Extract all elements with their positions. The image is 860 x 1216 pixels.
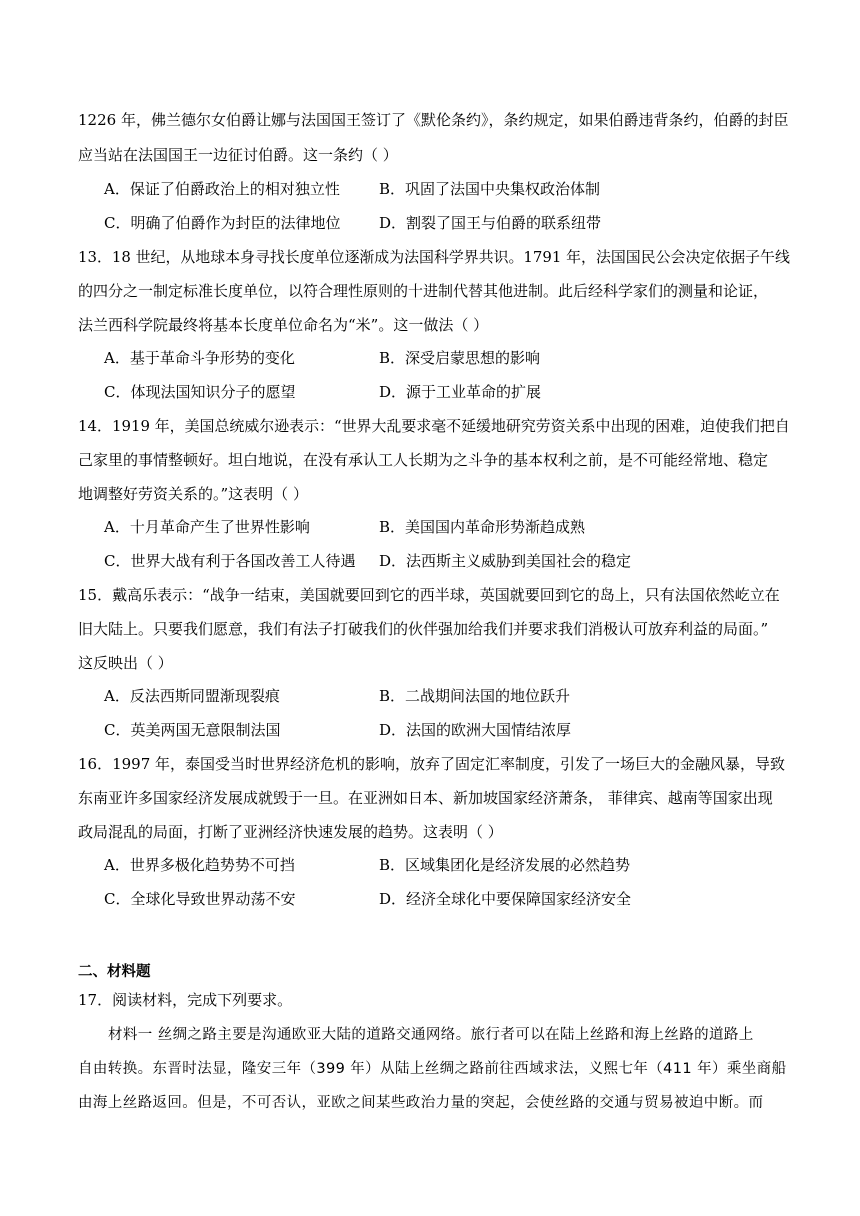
q17-prompt: 17．阅读材料，完成下列要求。 <box>78 991 293 1009</box>
q14-option-c: C．世界大战有利于各国改善工人待遇 <box>104 552 356 570</box>
q16-option-c: C．全球化导致世界动荡不安 <box>104 890 296 908</box>
q15-stem-line-3: 这反映出（ ） <box>78 654 173 672</box>
q15-stem-line-1: 15．戴高乐表示：“战争一结束，美国就要回到它的西半球，英国就要回到它的岛上，只有法国依然屹立在 <box>78 586 780 604</box>
q12-stem-line-2: 应当站在法国国王一边征讨伯爵。这一条约（ ） <box>78 146 398 164</box>
q12-stem-line-1: 1226 年，佛兰德尔女伯爵让娜与法国国王签订了《默伦条约》，条约规定，如果伯爵违背条约，伯爵的封臣 <box>78 111 789 129</box>
q14-option-d: D．法西斯主义威胁到美国社会的稳定 <box>379 552 632 570</box>
q13-option-d: D．源于工业革命的扩展 <box>379 383 542 401</box>
q13-option-c: C．体现法国知识分子的愿望 <box>104 383 296 401</box>
q16-stem-line-3: 政局混乱的局面，打断了亚洲经济快速发展的趋势。这表明（ ） <box>78 823 503 841</box>
section-heading: 二、材料题 <box>78 964 151 980</box>
q14-option-b: B．美国国内革命形势渐趋成熟 <box>379 518 586 536</box>
q14-option-a: A．十月革命产生了世界性影响 <box>104 518 310 536</box>
q16-option-b: B．区域集团化是经济发展的必然趋势 <box>379 856 631 874</box>
q13-option-a: A．基于革命斗争形势的变化 <box>104 349 295 367</box>
q14-stem-line-2: 己家里的事情整顿好。坦白地说，在没有承认工人长期为之斗争的基本权利之前，是不可能经常地、稳定 <box>78 451 769 469</box>
q16-option-d: D．经济全球化中要保障国家经济安全 <box>379 890 632 908</box>
q15-option-a: A．反法西斯同盟渐现裂痕 <box>104 687 280 705</box>
q13-stem-line-2: 的四分之一制定标准长度单位，以符合理性原则的十进制代替其他进制。此后经科学家们的测量和论证， <box>78 282 769 300</box>
q12-option-d: D．割裂了国王与伯爵的联系纽带 <box>379 214 602 232</box>
q12-option-c: C．明确了伯爵作为封臣的法律地位 <box>104 214 341 232</box>
q14-stem-line-1: 14．1919 年，美国总统威尔逊表示：“世界大乱要求毫不延缓地研究劳资关系中出现的困难，迫使我们把自 <box>78 417 790 435</box>
q14-stem-line-3: 地调整好劳资关系的。”这表明（ ） <box>78 485 308 503</box>
material1-line-1: 材料一 丝绸之路主要是沟通欧亚大陆的道路交通网络。旅行者可以在陆上丝路和海上丝路的道路上 <box>108 1027 754 1043</box>
q16-stem-line-1: 16．1997 年，泰国受当时世界经济危机的影响，放弃了固定汇率制度，引发了一场巨大的金融风暴，导致 <box>78 755 786 773</box>
q13-option-b: B．深受启蒙思想的影响 <box>379 349 541 367</box>
material1-line-2: 自由转换。东晋时法显，隆安三年（399 年）从陆上丝绸之路前往西域求法，义熙七年（411 年）乘坐商船 <box>78 1061 787 1077</box>
q15-option-d: D．法国的欧洲大国情结浓厚 <box>379 721 572 739</box>
q12-option-b: B．巩固了法国中央集权政治体制 <box>379 180 601 198</box>
q13-stem-line-3: 法兰西科学院最终将基本长度单位命名为“米”。这一做法（ ） <box>78 316 489 334</box>
q16-option-a: A．世界多极化趋势势不可挡 <box>104 856 295 874</box>
q15-option-c: C．英美两国无意限制法国 <box>104 721 281 739</box>
material1-line-3: 由海上丝路返回。但是，不可否认，亚欧之间某些政治力量的突起，会使丝路的交通与贸易被迫中断。而 <box>78 1095 764 1111</box>
q16-stem-line-2: 东南亚许多国家经济发展成就毁于一旦。在亚洲如日本、新加坡国家经济萧条， 菲律宾、越南等国家出现 <box>78 789 773 807</box>
q15-stem-line-2: 旧大陆上。只要我们愿意，我们有法子打破我们的伙伴强加给我们并要求我们消极认可放弃利益的局面。” <box>78 620 769 638</box>
q13-stem-line-1: 13．18 世纪，从地球本身寻找长度单位逐渐成为法国科学界共识。1791 年，法国国民公会决定依据子午线 <box>78 248 790 266</box>
q15-option-b: B．二战期间法国的地位跃升 <box>379 687 571 705</box>
q12-option-a: A．保证了伯爵政治上的相对独立性 <box>104 180 340 198</box>
